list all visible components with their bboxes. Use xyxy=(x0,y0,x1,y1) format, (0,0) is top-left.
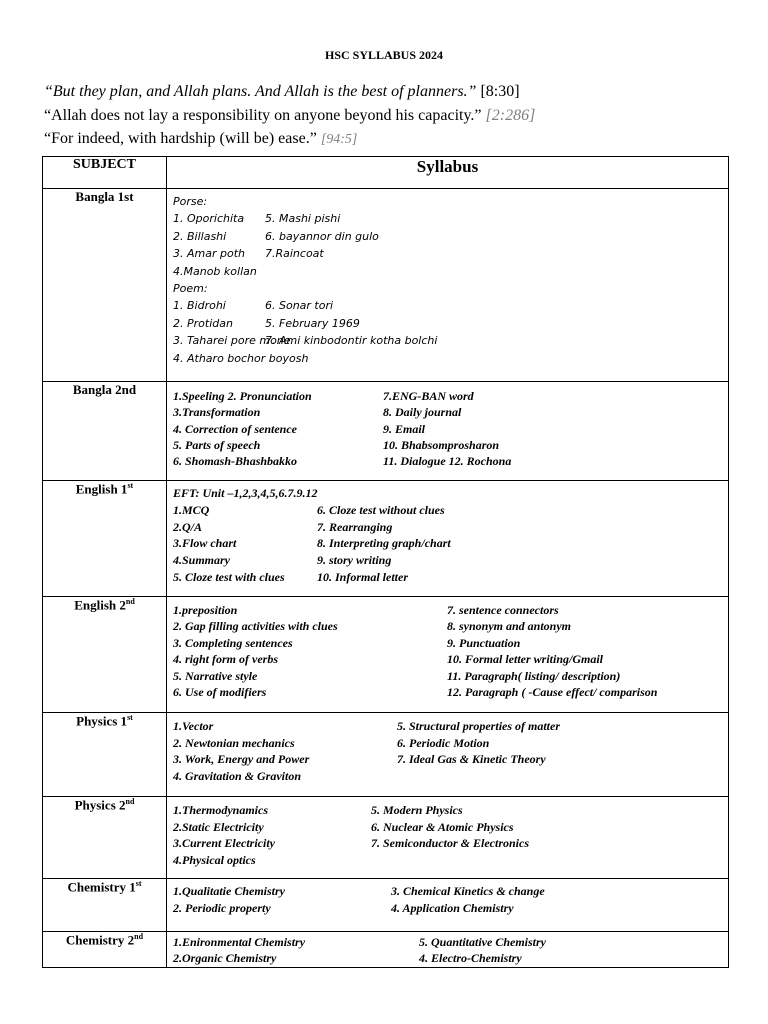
syllabus-item: 6. Use of modifiers xyxy=(173,685,267,699)
syllabus-item: 11. Dialogue 12. Rochona xyxy=(383,454,512,469)
syllabus-cell xyxy=(167,189,729,382)
subject-cell xyxy=(43,382,167,481)
table-row xyxy=(43,597,729,713)
syllabus-item: 2.Static Electricity xyxy=(173,819,264,834)
syllabus-cell xyxy=(167,713,729,797)
quote-1-text: “But they plan, and Allah plans. And Allah is the best of planners.” xyxy=(44,83,477,100)
syllabus-item: 5. Parts of speech xyxy=(173,437,261,452)
header-syllabus: Syllabus xyxy=(167,157,729,189)
syllabus-item: 3. Amar poth xyxy=(173,247,245,261)
header-subject: SUBJECT xyxy=(43,157,167,189)
syllabus-item: 7. Semiconductor & Electronics xyxy=(371,836,530,850)
subject-ordinal: nd xyxy=(134,932,144,941)
document-title: HSC SYLLABUS 2024 xyxy=(324,48,444,62)
quote-3-text: “For indeed, with hardship (will be) ease.” xyxy=(44,130,317,147)
syllabus-item: 7.ENG-BAN word xyxy=(383,389,474,403)
syllabus-item: 6. Periodic Motion xyxy=(397,735,490,750)
syllabus-item: 4.Physical optics xyxy=(173,852,256,867)
syllabus-item: 9. Email xyxy=(383,421,426,436)
syllabus-item: 10. Informal letter xyxy=(317,570,409,584)
syllabus-item: Porse: xyxy=(173,195,208,208)
syllabus-item: 1.MCQ xyxy=(173,502,210,517)
subject-name: Bangla 1st xyxy=(75,189,134,204)
syllabus-cell xyxy=(167,932,729,968)
subject-ordinal: st xyxy=(135,879,142,888)
subject-cell xyxy=(43,189,167,382)
subject-name: Chemistry 1 xyxy=(67,879,136,895)
syllabus-item: 4. Correction of sentence xyxy=(173,421,297,436)
subject-cell xyxy=(43,932,167,968)
table-row xyxy=(43,932,729,968)
syllabus-item: Poem: xyxy=(173,282,208,295)
syllabus-item: 9. Punctuation xyxy=(447,635,521,650)
subject-name: Bangla 2nd xyxy=(72,382,137,397)
subject-cell xyxy=(43,481,167,597)
syllabus-item: 11. Paragraph( listing/ description) xyxy=(447,668,621,683)
quote-1-reference: [8:30] xyxy=(480,83,520,100)
syllabus-item: 4. right form of verbs xyxy=(173,652,278,667)
syllabus-item: 5. Modern Physics xyxy=(371,803,463,817)
syllabus-item: 1.Qualitatie Chemistry xyxy=(173,884,286,898)
quote-2 xyxy=(44,107,535,125)
syllabus-item: 6. Nuclear & Atomic Physics xyxy=(371,819,514,834)
quote-3 xyxy=(44,130,357,148)
syllabus-item: 12. Paragraph ( -Cause effect/ comparison xyxy=(447,685,658,699)
table-row xyxy=(43,713,729,797)
syllabus-item: 5. Cloze test with clues xyxy=(173,570,285,584)
table-row xyxy=(43,797,729,879)
subject-cell xyxy=(43,597,167,713)
syllabus-item: 7.Raincoat xyxy=(265,247,324,261)
syllabus-item: 2. Billashi xyxy=(173,229,227,243)
subject-ordinal: nd xyxy=(125,597,135,606)
syllabus-item: 1.Enironmental Chemistry xyxy=(173,935,306,949)
syllabus-item: 5. Mashi pishi xyxy=(265,212,341,226)
subject-cell xyxy=(43,713,167,797)
subject-name: Physics 1 xyxy=(76,713,128,729)
syllabus-cell xyxy=(167,597,729,713)
syllabus-item: 2. Protidan xyxy=(173,316,233,330)
syllabus-item: 2.Organic Chemistry xyxy=(173,950,277,965)
table-header-row xyxy=(43,157,729,189)
quote-2-reference: [2:286] xyxy=(485,107,536,124)
syllabus-item: 10. Formal letter writing/Gmail xyxy=(447,652,604,667)
syllabus-item: 8. Daily journal xyxy=(383,405,462,420)
subject-cell xyxy=(43,797,167,879)
syllabus-item: 6. Sonar tori xyxy=(265,299,334,313)
subject-name: English 2 xyxy=(74,597,126,613)
table-row xyxy=(43,189,729,382)
syllabus-item: 5. February 1969 xyxy=(265,316,360,330)
table-row xyxy=(43,382,729,481)
syllabus-item: 5. Quantitative Chemistry xyxy=(419,935,547,949)
syllabus-item: 2. Newtonian mechanics xyxy=(173,735,295,750)
quote-2-text: “Allah does not lay a responsibility on anyone beyond his capacity.” xyxy=(44,107,482,124)
syllabus-table xyxy=(42,156,729,968)
syllabus-item: 10. Bhabsomprosharon xyxy=(383,437,500,452)
syllabus-item: 6. bayannor din gulo xyxy=(265,229,379,243)
subject-cell xyxy=(43,879,167,932)
syllabus-item: 1.preposition xyxy=(173,603,238,617)
syllabus-item: 8. synonym and antonym xyxy=(447,619,572,634)
syllabus-item: 1. Oporichita xyxy=(173,212,245,226)
syllabus-item: 3.Current Electricity xyxy=(173,836,275,850)
syllabus-cell xyxy=(167,382,729,481)
syllabus-item: EFT: Unit –1,2,3,4,5,6.7.9.12 xyxy=(173,486,318,500)
syllabus-item: 1. Bidrohi xyxy=(173,299,226,313)
subject-name: Chemistry 2 xyxy=(65,932,135,948)
syllabus-item: 3. Work, Energy and Power xyxy=(173,752,310,766)
syllabus-item: 4.Manob kollan xyxy=(173,264,257,278)
syllabus-item: 9. story writing xyxy=(317,553,392,568)
syllabus-item: 3. Completing sentences xyxy=(173,635,293,650)
syllabus-item: 1.Speeling 2. Pronunciation xyxy=(173,389,312,403)
subject-ordinal: nd xyxy=(125,797,135,806)
subject-ordinal: st xyxy=(127,713,133,722)
syllabus-item: 4. Atharo bochor boyosh xyxy=(173,351,309,365)
syllabus-item: 8. Interpreting graph/chart xyxy=(317,536,451,551)
syllabus-item: 4. Gravitation & Graviton xyxy=(173,768,302,783)
table-row xyxy=(43,879,729,932)
table-row xyxy=(43,481,729,597)
quote-1 xyxy=(44,83,520,101)
syllabus-item: 7. sentence connectors xyxy=(447,603,559,617)
subject-name: English 1 xyxy=(75,481,128,497)
syllabus-cell xyxy=(167,481,729,597)
syllabus-item: 7. Ami kinbodontir kotha bolchi xyxy=(265,334,438,348)
quote-3-reference: [94:5] xyxy=(320,132,358,147)
syllabus-item: 3.Flow chart xyxy=(173,536,237,551)
subject-ordinal: st xyxy=(127,481,134,490)
syllabus-item: 3. Taharei pore mone xyxy=(173,334,291,348)
syllabus-item: 2. Periodic property xyxy=(173,900,271,915)
subject-name: Physics 2 xyxy=(74,797,126,813)
syllabus-cell xyxy=(167,879,729,932)
syllabus-cell xyxy=(167,797,729,879)
syllabus-item: 5. Structural properties of matter xyxy=(397,719,561,733)
syllabus-item: 1.Vector xyxy=(173,719,214,733)
syllabus-item: 3. Chemical Kinetics & change xyxy=(391,884,545,898)
syllabus-item: 7. Ideal Gas & Kinetic Theory xyxy=(397,752,546,766)
syllabus-item: 4. Electro-Chemistry xyxy=(419,950,522,965)
syllabus-item: 4.Summary xyxy=(173,553,231,568)
syllabus-item: 7. Rearranging xyxy=(317,519,393,534)
syllabus-item: 5. Narrative style xyxy=(173,668,258,683)
syllabus-item: 1.Thermodynamics xyxy=(173,803,268,817)
syllabus-item: 3.Transformation xyxy=(173,405,261,420)
syllabus-item: 2.Q/A xyxy=(173,519,203,534)
syllabus-item: 6. Shomash-Bhashbakko xyxy=(173,454,298,469)
syllabus-item: 2. Gap filling activities with clues xyxy=(173,619,338,634)
syllabus-item: 4. Application Chemistry xyxy=(391,900,514,915)
syllabus-item: 6. Cloze test without clues xyxy=(317,502,445,517)
